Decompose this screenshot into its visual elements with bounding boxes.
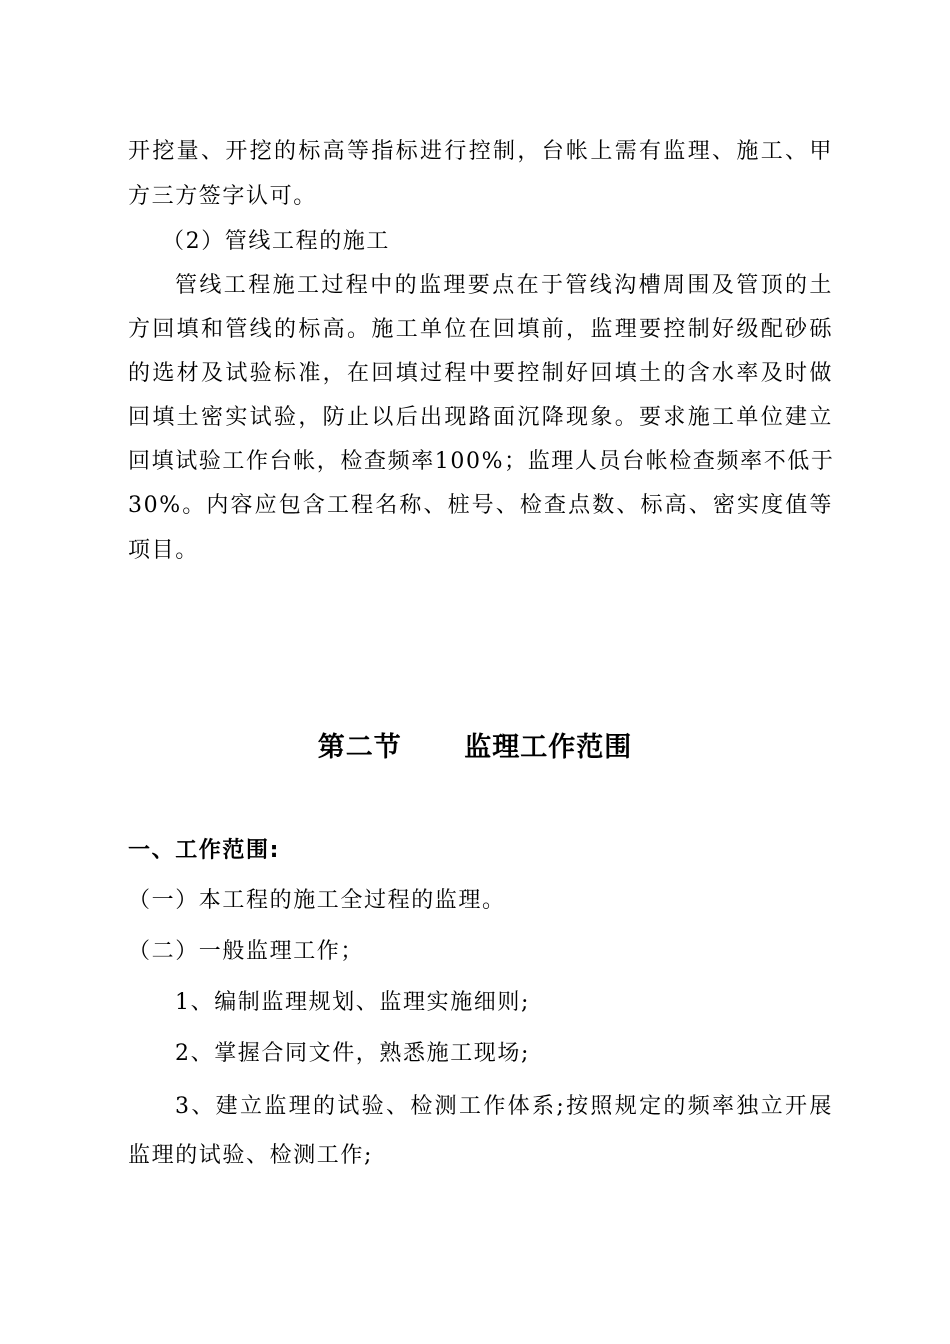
subsection-title: （2）管线工程的施工 <box>162 229 390 254</box>
paragraph-line: 管线工程施工过程中的监理要点在于管线沟槽周围及管顶的土 <box>175 273 833 298</box>
section-title: 第二节 监理工作范围 <box>317 732 633 763</box>
scope-subitem: 2、掌握合同文件，熟悉施工现场; <box>175 1041 531 1066</box>
paragraph-line: 的选材及试验标准，在回填过程中要控制好回填土的含水率及时做 <box>128 361 833 386</box>
paragraph-line: 回填试验工作台帐，检查频率100%；监理人员台帐检查频率不低于 <box>128 449 835 474</box>
paragraph-line: 方回填和管线的标高。施工单位在回填前，监理要控制好级配砂砾 <box>128 317 833 342</box>
scope-item: （一）本工程的施工全过程的监理。 <box>128 888 506 913</box>
paragraph-line: 回填土密实试验，防止以后出现路面沉降现象。要求施工单位建立 <box>128 405 833 430</box>
scope-subitem-continuation: 监理的试验、检测工作; <box>128 1143 374 1168</box>
scope-item: （二）一般监理工作； <box>128 939 365 964</box>
scope-subitem: 3、建立监理的试验、检测工作体系;按照规定的频率独立开展 <box>175 1094 833 1119</box>
scope-subitem: 1、编制监理规划、监理实施细则; <box>175 990 531 1015</box>
paragraph-line: 项目。 <box>128 538 199 563</box>
scope-heading: 一、工作范围: <box>128 838 280 863</box>
paragraph-line: 30%。内容应包含工程名称、桩号、检查点数、标高、密实度值等 <box>128 493 833 518</box>
paragraph-line: 开挖量、开挖的标高等指标进行控制，台帐上需有监理、施工、甲 <box>128 139 833 164</box>
paragraph-line: 方三方签字认可。 <box>128 184 317 209</box>
